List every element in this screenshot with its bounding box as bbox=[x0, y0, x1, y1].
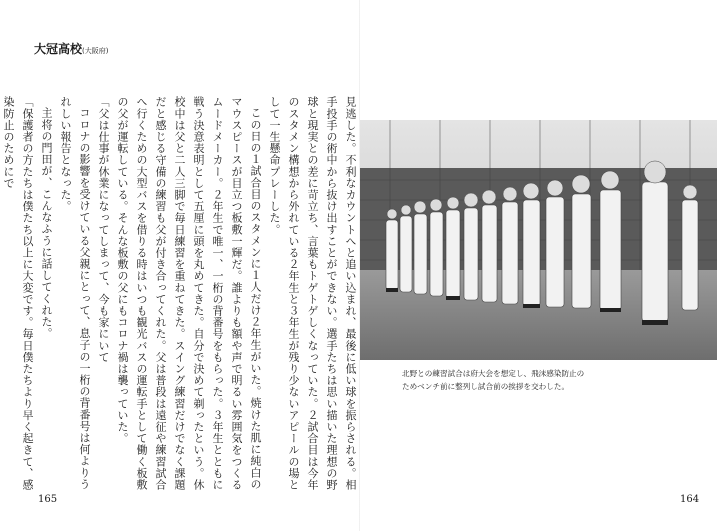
page-number-right: 164 bbox=[680, 494, 700, 505]
caption-line: ためベンチ前に整列し試合前の挨拶を交わした。 bbox=[402, 382, 570, 391]
running-head-subtitle: (大阪府) bbox=[82, 47, 109, 55]
page-number-left: 165 bbox=[38, 494, 58, 505]
photo-caption bbox=[402, 367, 702, 393]
body-paragraph: 見逃した。不利なカウントへと追い込まれ、最後に低い球を振らされる。相手投手の術中から抜け出すことができない。選手たちは思い描いた理想の野球と現実との差に苛立ち、言葉もトゲトゲしくなっていた。２試合目は今年のスタメン構想から外れている２年生と３年生が残り少ないアピールの場として一生懸命プレーした。 bbox=[268, 96, 357, 491]
caption-line: 北野との練習試合は府大会を想定し、飛沫感染防止の bbox=[402, 369, 585, 378]
running-head-title: 大冠高校 bbox=[34, 42, 83, 56]
body-paragraph: この日の１試合目のスタメンに１人だけ２年生がいた。焼けた肌に純白のマウスピースが目立つ板敷一輝だ。誰よりも額や声で明るい雰囲気をつくるムードメーカー。２年生で唯一、一桁の背番号をもらった。３年生とともに戦う決意表明として五厘に頭を丸めてきた。自分で決めて剃ったという。休校中は父と二人三脚で毎日練習を重ねてきた。スイング練習だけでなく課題だと感じる守備の練習も父が付き合ってくれた。父は普段は遠征や練習試合へ行くための大型バスを借りる時はいつも観光バスの運転手として働く板敷の父が運転している。そんな板敷の父にもコロナ禍は襲っていた。 bbox=[116, 96, 262, 491]
quote-paragraph: 「父は仕事が休業になってしまって、今も家にいて bbox=[97, 96, 110, 363]
quote-paragraph: 「保護者の方たちは僕たち以上に大変です。毎日僕たちより早く起きて、感染防止のためにで bbox=[2, 96, 34, 491]
body-paragraph: 主将の門田が、こんなふうに話してくれた。 bbox=[40, 107, 53, 339]
team-photo-image bbox=[360, 120, 717, 360]
body-paragraph: コロナの影響を受けている父親にとって、息子の一桁の背番号は何よりうれしい報告となった。 bbox=[59, 96, 91, 490]
team-photo bbox=[360, 120, 717, 360]
body-text bbox=[2, 96, 360, 491]
running-head bbox=[34, 40, 108, 57]
right-page bbox=[360, 0, 720, 531]
